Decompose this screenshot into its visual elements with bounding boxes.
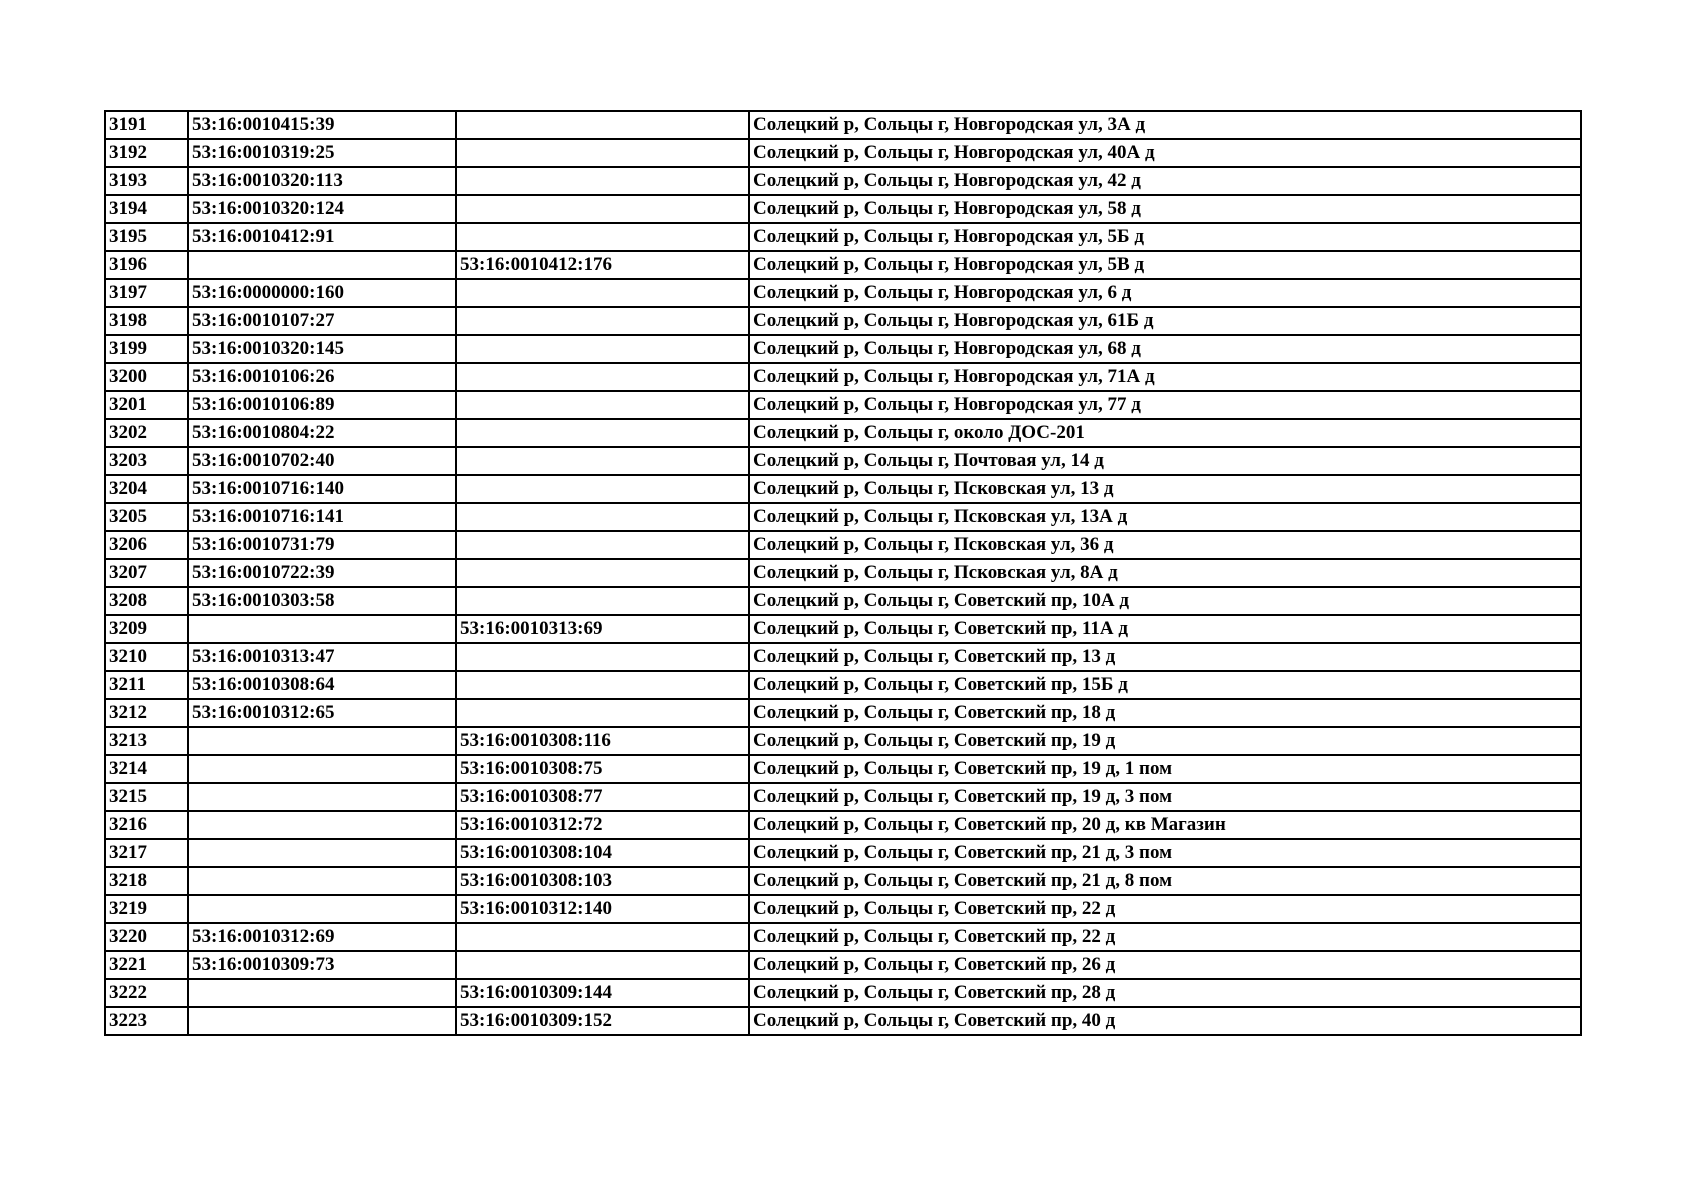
land-cadastral-number-cell: 53:16:0010320:145 — [188, 335, 456, 363]
row-number-cell: 3208 — [105, 587, 188, 615]
building-cadastral-number-cell — [456, 111, 749, 139]
address-cell: Солецкий р, Сольцы г, Новгородская ул, 6 д — [749, 279, 1581, 307]
building-cadastral-number-cell — [456, 139, 749, 167]
land-cadastral-number-cell: 53:16:0010320:124 — [188, 195, 456, 223]
row-number-cell: 3197 — [105, 279, 188, 307]
table-row — [105, 895, 1581, 923]
address-cell: Солецкий р, Сольцы г, Советский пр, 21 д, 8 пом — [749, 867, 1581, 895]
row-number-cell: 3215 — [105, 783, 188, 811]
land-cadastral-number-cell — [188, 979, 456, 1007]
row-number-cell: 3195 — [105, 223, 188, 251]
address-cell: Солецкий р, Сольцы г, Советский пр, 22 д — [749, 895, 1581, 923]
address-cell: Солецкий р, Сольцы г, Советский пр, 19 д, 3 пом — [749, 783, 1581, 811]
registry-table-body — [105, 111, 1581, 1035]
land-cadastral-number-cell: 53:16:0010319:25 — [188, 139, 456, 167]
land-cadastral-number-cell — [188, 867, 456, 895]
row-number-cell: 3218 — [105, 867, 188, 895]
table-row — [105, 363, 1581, 391]
building-cadastral-number-cell — [456, 503, 749, 531]
row-number-cell: 3198 — [105, 307, 188, 335]
building-cadastral-number-cell — [456, 559, 749, 587]
land-cadastral-number-cell — [188, 895, 456, 923]
address-cell: Солецкий р, Сольцы г, Новгородская ул, 3А д — [749, 111, 1581, 139]
table-row — [105, 531, 1581, 559]
land-cadastral-number-cell: 53:16:0000000:160 — [188, 279, 456, 307]
table-row — [105, 811, 1581, 839]
building-cadastral-number-cell — [456, 951, 749, 979]
table-row — [105, 1007, 1581, 1035]
address-cell: Солецкий р, Сольцы г, Советский пр, 13 д — [749, 643, 1581, 671]
building-cadastral-number-cell: 53:16:0010312:72 — [456, 811, 749, 839]
address-cell: Солецкий р, Сольцы г, Советский пр, 15Б д — [749, 671, 1581, 699]
building-cadastral-number-cell: 53:16:0010308:75 — [456, 755, 749, 783]
table-row — [105, 223, 1581, 251]
building-cadastral-number-cell — [456, 643, 749, 671]
land-cadastral-number-cell — [188, 783, 456, 811]
table-row — [105, 195, 1581, 223]
table-row — [105, 503, 1581, 531]
table-row — [105, 391, 1581, 419]
building-cadastral-number-cell: 53:16:0010308:104 — [456, 839, 749, 867]
land-cadastral-number-cell: 53:16:0010308:64 — [188, 671, 456, 699]
row-number-cell: 3201 — [105, 391, 188, 419]
address-cell: Солецкий р, Сольцы г, Советский пр, 20 д, кв Магазин — [749, 811, 1581, 839]
address-cell: Солецкий р, Сольцы г, около ДОС-201 — [749, 419, 1581, 447]
row-number-cell: 3214 — [105, 755, 188, 783]
land-cadastral-number-cell: 53:16:0010309:73 — [188, 951, 456, 979]
table-row — [105, 167, 1581, 195]
land-cadastral-number-cell: 53:16:0010731:79 — [188, 531, 456, 559]
row-number-cell: 3223 — [105, 1007, 188, 1035]
table-row — [105, 755, 1581, 783]
address-cell: Солецкий р, Сольцы г, Псковская ул, 13 д — [749, 475, 1581, 503]
row-number-cell: 3193 — [105, 167, 188, 195]
building-cadastral-number-cell: 53:16:0010412:176 — [456, 251, 749, 279]
table-row — [105, 251, 1581, 279]
table-row — [105, 727, 1581, 755]
building-cadastral-number-cell: 53:16:0010308:77 — [456, 783, 749, 811]
land-cadastral-number-cell — [188, 811, 456, 839]
row-number-cell: 3205 — [105, 503, 188, 531]
building-cadastral-number-cell: 53:16:0010309:144 — [456, 979, 749, 1007]
row-number-cell: 3221 — [105, 951, 188, 979]
address-cell: Солецкий р, Сольцы г, Советский пр, 28 д — [749, 979, 1581, 1007]
row-number-cell: 3203 — [105, 447, 188, 475]
table-row — [105, 307, 1581, 335]
address-cell: Солецкий р, Сольцы г, Псковская ул, 8А д — [749, 559, 1581, 587]
row-number-cell: 3213 — [105, 727, 188, 755]
row-number-cell: 3222 — [105, 979, 188, 1007]
land-cadastral-number-cell — [188, 839, 456, 867]
building-cadastral-number-cell — [456, 531, 749, 559]
table-row — [105, 951, 1581, 979]
table-row — [105, 867, 1581, 895]
address-cell: Солецкий р, Сольцы г, Новгородская ул, 40А д — [749, 139, 1581, 167]
land-cadastral-number-cell: 53:16:0010722:39 — [188, 559, 456, 587]
address-cell: Солецкий р, Сольцы г, Советский пр, 19 д, 1 пом — [749, 755, 1581, 783]
building-cadastral-number-cell — [456, 167, 749, 195]
building-cadastral-number-cell — [456, 279, 749, 307]
land-cadastral-number-cell: 53:16:0010716:140 — [188, 475, 456, 503]
building-cadastral-number-cell: 53:16:0010313:69 — [456, 615, 749, 643]
table-row — [105, 111, 1581, 139]
building-cadastral-number-cell — [456, 699, 749, 727]
building-cadastral-number-cell — [456, 447, 749, 475]
row-number-cell: 3196 — [105, 251, 188, 279]
building-cadastral-number-cell — [456, 587, 749, 615]
land-cadastral-number-cell: 53:16:0010716:141 — [188, 503, 456, 531]
address-cell: Солецкий р, Сольцы г, Новгородская ул, 71А д — [749, 363, 1581, 391]
registry-table — [104, 110, 1582, 1036]
building-cadastral-number-cell: 53:16:0010308:116 — [456, 727, 749, 755]
table-row — [105, 279, 1581, 307]
building-cadastral-number-cell — [456, 475, 749, 503]
row-number-cell: 3207 — [105, 559, 188, 587]
address-cell: Солецкий р, Сольцы г, Советский пр, 18 д — [749, 699, 1581, 727]
row-number-cell: 3217 — [105, 839, 188, 867]
address-cell: Солецкий р, Сольцы г, Псковская ул, 36 д — [749, 531, 1581, 559]
building-cadastral-number-cell — [456, 363, 749, 391]
building-cadastral-number-cell — [456, 391, 749, 419]
row-number-cell: 3191 — [105, 111, 188, 139]
address-cell: Солецкий р, Сольцы г, Советский пр, 11А д — [749, 615, 1581, 643]
building-cadastral-number-cell — [456, 335, 749, 363]
table-row — [105, 839, 1581, 867]
address-cell: Солецкий р, Сольцы г, Новгородская ул, 42 д — [749, 167, 1581, 195]
table-row — [105, 335, 1581, 363]
land-cadastral-number-cell — [188, 615, 456, 643]
address-cell: Солецкий р, Сольцы г, Советский пр, 19 д — [749, 727, 1581, 755]
table-row — [105, 615, 1581, 643]
building-cadastral-number-cell: 53:16:0010308:103 — [456, 867, 749, 895]
address-cell: Солецкий р, Сольцы г, Новгородская ул, 58 д — [749, 195, 1581, 223]
address-cell: Солецкий р, Сольцы г, Новгородская ул, 5Б д — [749, 223, 1581, 251]
row-number-cell: 3200 — [105, 363, 188, 391]
land-cadastral-number-cell — [188, 1007, 456, 1035]
row-number-cell: 3194 — [105, 195, 188, 223]
land-cadastral-number-cell — [188, 727, 456, 755]
row-number-cell: 3211 — [105, 671, 188, 699]
address-cell: Солецкий р, Сольцы г, Советский пр, 26 д — [749, 951, 1581, 979]
table-row — [105, 699, 1581, 727]
address-cell: Солецкий р, Сольцы г, Советский пр, 40 д — [749, 1007, 1581, 1035]
row-number-cell: 3204 — [105, 475, 188, 503]
table-row — [105, 643, 1581, 671]
table-row — [105, 419, 1581, 447]
address-cell: Солецкий р, Сольцы г, Почтовая ул, 14 д — [749, 447, 1581, 475]
land-cadastral-number-cell: 53:16:0010303:58 — [188, 587, 456, 615]
building-cadastral-number-cell — [456, 307, 749, 335]
table-row — [105, 475, 1581, 503]
row-number-cell: 3220 — [105, 923, 188, 951]
building-cadastral-number-cell — [456, 419, 749, 447]
land-cadastral-number-cell: 53:16:0010106:89 — [188, 391, 456, 419]
address-cell: Солецкий р, Сольцы г, Новгородская ул, 5В д — [749, 251, 1581, 279]
land-cadastral-number-cell: 53:16:0010412:91 — [188, 223, 456, 251]
building-cadastral-number-cell — [456, 223, 749, 251]
address-cell: Солецкий р, Сольцы г, Советский пр, 22 д — [749, 923, 1581, 951]
land-cadastral-number-cell: 53:16:0010106:26 — [188, 363, 456, 391]
table-row — [105, 139, 1581, 167]
building-cadastral-number-cell — [456, 923, 749, 951]
row-number-cell: 3202 — [105, 419, 188, 447]
land-cadastral-number-cell: 53:16:0010320:113 — [188, 167, 456, 195]
land-cadastral-number-cell: 53:16:0010313:47 — [188, 643, 456, 671]
table-row — [105, 671, 1581, 699]
row-number-cell: 3209 — [105, 615, 188, 643]
table-row — [105, 559, 1581, 587]
address-cell: Солецкий р, Сольцы г, Новгородская ул, 61Б д — [749, 307, 1581, 335]
address-cell: Солецкий р, Сольцы г, Новгородская ул, 68 д — [749, 335, 1581, 363]
address-cell: Солецкий р, Сольцы г, Советский пр, 21 д, 3 пом — [749, 839, 1581, 867]
address-cell: Солецкий р, Сольцы г, Советский пр, 10А д — [749, 587, 1581, 615]
land-cadastral-number-cell: 53:16:0010312:69 — [188, 923, 456, 951]
building-cadastral-number-cell: 53:16:0010312:140 — [456, 895, 749, 923]
row-number-cell: 3192 — [105, 139, 188, 167]
row-number-cell: 3206 — [105, 531, 188, 559]
table-row — [105, 923, 1581, 951]
building-cadastral-number-cell — [456, 195, 749, 223]
building-cadastral-number-cell: 53:16:0010309:152 — [456, 1007, 749, 1035]
address-cell: Солецкий р, Сольцы г, Псковская ул, 13А д — [749, 503, 1581, 531]
land-cadastral-number-cell — [188, 251, 456, 279]
address-cell: Солецкий р, Сольцы г, Новгородская ул, 77 д — [749, 391, 1581, 419]
land-cadastral-number-cell: 53:16:0010107:27 — [188, 307, 456, 335]
row-number-cell: 3199 — [105, 335, 188, 363]
land-cadastral-number-cell: 53:16:0010415:39 — [188, 111, 456, 139]
table-row — [105, 979, 1581, 1007]
table-row — [105, 783, 1581, 811]
row-number-cell: 3216 — [105, 811, 188, 839]
table-row — [105, 447, 1581, 475]
row-number-cell: 3219 — [105, 895, 188, 923]
land-cadastral-number-cell: 53:16:0010702:40 — [188, 447, 456, 475]
land-cadastral-number-cell — [188, 755, 456, 783]
row-number-cell: 3210 — [105, 643, 188, 671]
row-number-cell: 3212 — [105, 699, 188, 727]
land-cadastral-number-cell: 53:16:0010804:22 — [188, 419, 456, 447]
table-row — [105, 587, 1581, 615]
land-cadastral-number-cell: 53:16:0010312:65 — [188, 699, 456, 727]
building-cadastral-number-cell — [456, 671, 749, 699]
